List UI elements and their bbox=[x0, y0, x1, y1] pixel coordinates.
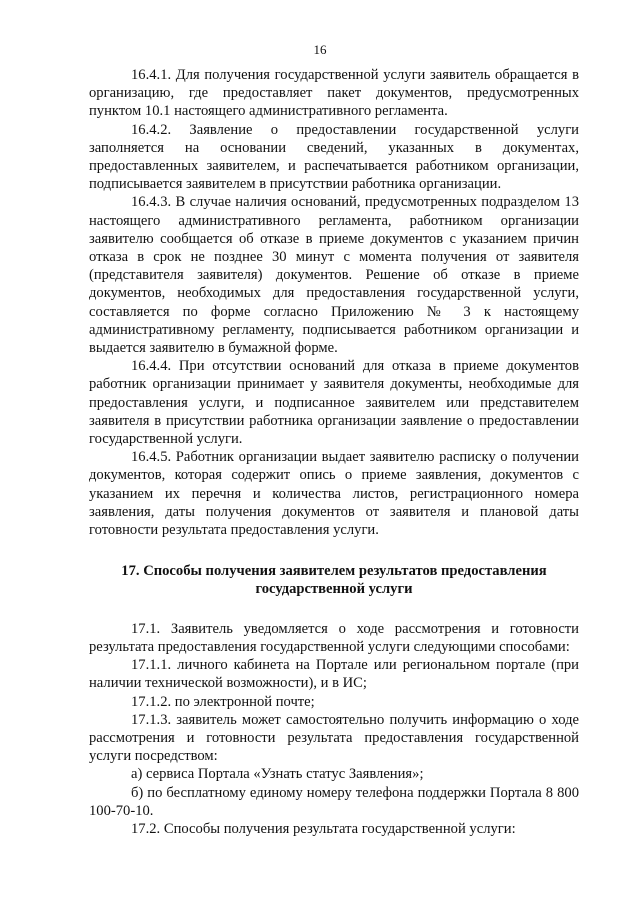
document-body bbox=[89, 66, 579, 838]
paragraph-17-1-1: 17.1.1. личного кабинета на Портале или региональном портале (при наличии технической возможности), и в ИС; bbox=[89, 657, 579, 692]
paragraph-17-1-2: 17.1.2. по электронной почте; bbox=[131, 693, 315, 710]
page-number: 16 bbox=[313, 42, 327, 57]
section-17-heading: 17. Способы получения заявителем результатов предоставления государственной услуги bbox=[121, 563, 547, 598]
paragraph-16-4-2: 16.4.2. Заявление о предоставлении государственной услуги заполняется на основании сведений, указанных в документах, предоставленных заявителем, и распечатывается работником организации, подписывается заявителем в присутствии работника организации. bbox=[89, 121, 579, 193]
paragraph-16-4-1: 16.4.1. Для получения государственной услуги заявитель обращается в организацию, где предоставляет пакет документов, предусмотренных пунктом 10.1 настоящего административного регламента. bbox=[89, 67, 579, 120]
list-item-a: а) сервиса Портала «Узнать статус Заявления»; bbox=[131, 766, 424, 783]
paragraph-17-2: 17.2. Способы получения результата государственной услуги: bbox=[131, 820, 516, 837]
paragraph-16-4-3: 16.4.3. В случае наличия оснований, предусмотренных подразделом 13 настоящего административного регламента, работником организации заявителю сообщается об отказе в приеме документов с указанием причин отказа в срок не позднее 30 минут с момента получения от заявителя (представителя заявителя) документов. Решение об отказе в приеме документов, необходимых для предоставления государственной услуги, составляется по форме согласно Приложению № 3 к настоящему административному регламенту, подписывается работником организации и выдается заявителю в бумажной форме. bbox=[89, 194, 579, 357]
list-item-b: б) по бесплатному единому номеру телефона поддержки Портала 8 800 100-70-10. bbox=[89, 784, 579, 819]
paragraph-16-4-5: 16.4.5. Работник организации выдает заявителю расписку о получении документов, которая содержит опись о приеме заявления, документов с указанием их перечня и количества листов, регистрационного номера заявления, даты получения документов от заявителя и плановой даты готовности результата предоставления услуги. bbox=[89, 449, 579, 539]
paragraph-17-1-3: 17.1.3. заявитель может самостоятельно получить информацию о ходе рассмотрения и готовности результата предоставления государственной услуги посредством: bbox=[89, 711, 579, 765]
paragraph-16-4-4: 16.4.4. При отсутствии оснований для отказа в приеме документов работник организации принимает у заявителя документы, необходимые для предоставления услуги, и подписанное заявителем или представителем заявителя в присутствии работника организации заявление о предоставлении государственной услуги. bbox=[89, 358, 579, 448]
paragraph-17-1: 17.1. Заявитель уведомляется о ходе рассмотрения и готовности результата предоставления государственной услуги следующими способами: bbox=[89, 620, 579, 655]
